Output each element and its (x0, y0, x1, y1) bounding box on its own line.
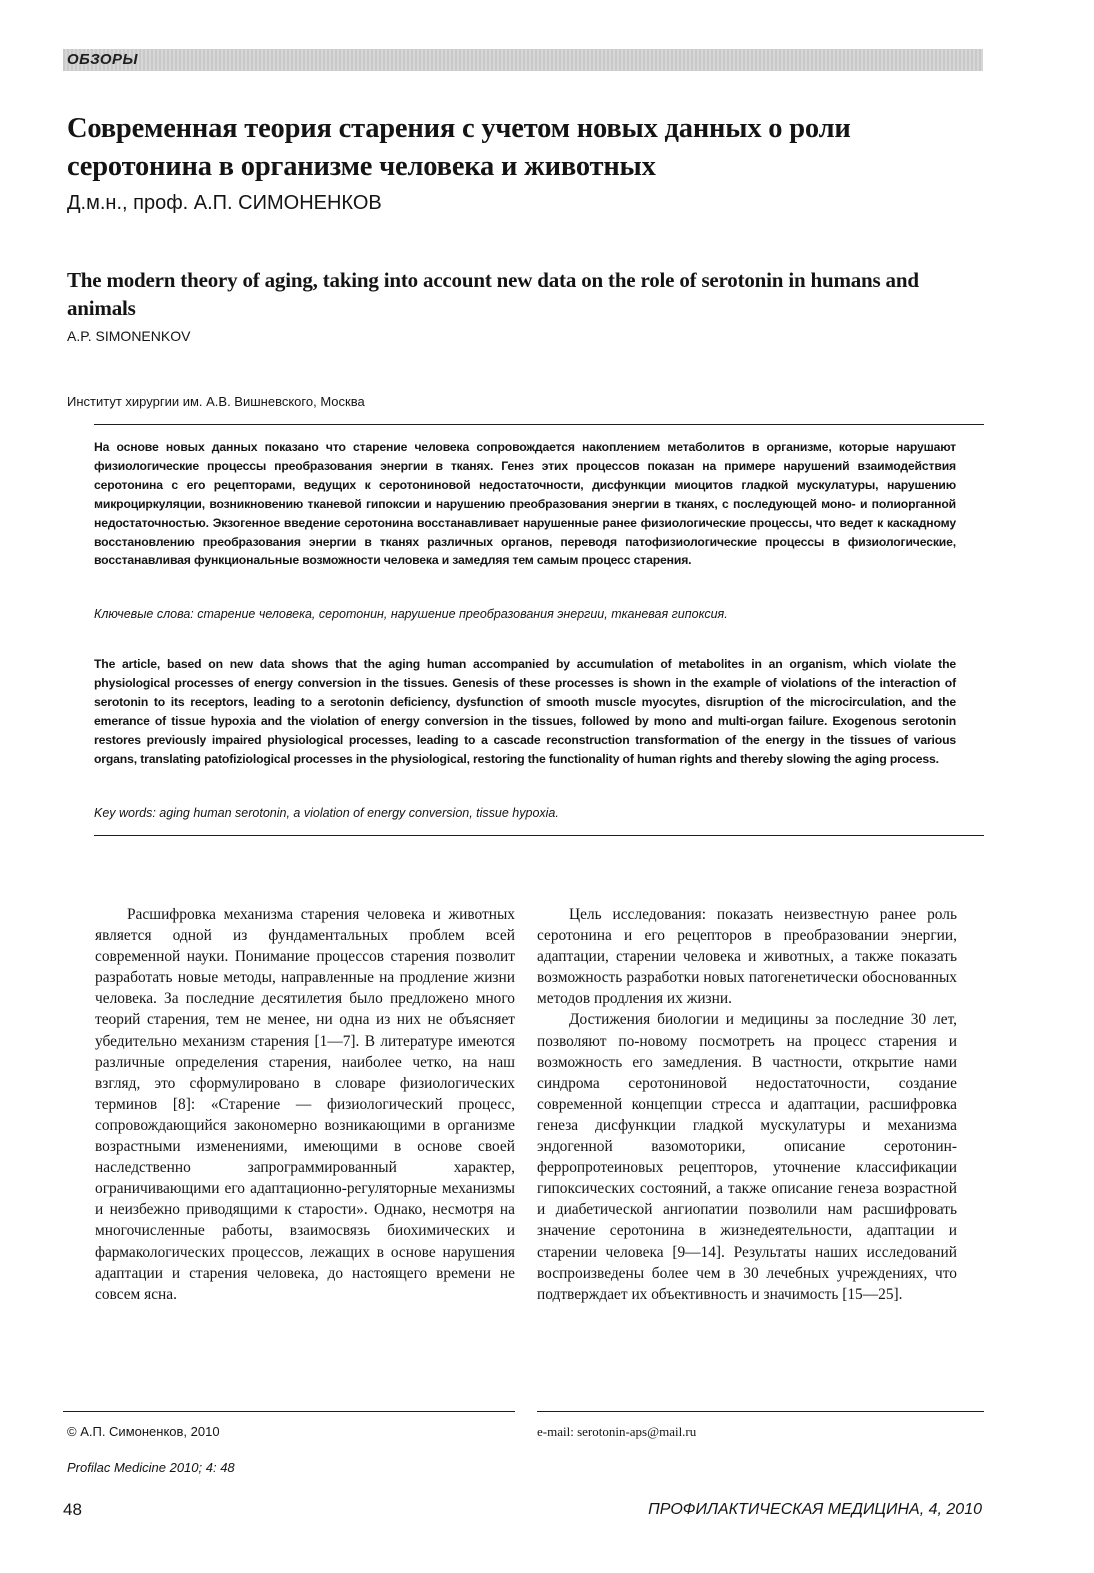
body-column-right (537, 904, 957, 1305)
body-column-left (95, 904, 515, 1305)
author-ru: Д.м.н., проф. А.П. СИМОНЕНКОВ (67, 192, 382, 214)
keywords-ru: Ключевые слова: старение человека, серотонин, нарушение преобразования энергии, тканевая гипоксия. (94, 607, 728, 621)
copyright-note: © А.П. Симоненков, 2010 (67, 1424, 220, 1439)
keywords-en: Key words: aging human serotonin, a violation of energy conversion, tissue hypoxia. (94, 806, 559, 820)
institute-affiliation: Институт хирургии им. А.В. Вишневского, Москва (67, 394, 365, 409)
abstract-bottom-rule (94, 835, 984, 836)
journal-citation: Profilac Medicine 2010; 4: 48 (67, 1460, 235, 1475)
article-title-ru: Современная теория старения с учетом новых данных о роли серотонина в организме человека и животных (67, 113, 851, 182)
page-number: 48 (63, 1500, 82, 1519)
abstract-ru: На основе новых данных показано что старение человека сопровождается накоплением метаболитов в организме, которые нарушают физиологические процессы преобразования энергии в тканях. Генез этих процессов показан на примере нарушений взаимодействия серотонина с его рецепторами, ведущих к серотониновой недостаточности, дисфункции миоцитов гладкой мускулатуры, нарушению микроциркуляции, возникновению тканевой гипоксии и нарушению преобразования энергии в тканях, с последующей моно- и полиорганной недостаточностью. Экзогенное введение серотонина восстанавливает нарушенные ранее физиологические процессы, что ведет к каскадному восстановлению преобразования энергии в тканях различных органов, переводя патофизиологические процессы в физиологические, восстанавливая функциональные возможности человека и замедляя тем самым процесс старения. (94, 440, 956, 568)
footnote-rule-left (63, 1411, 515, 1412)
body-paragraph: Достижения биологии и медицины за последние 30 лет, позволяют по-новому посмотреть на процесс старения и возможность его замедления. В частности, открытие нами синдрома серотониновой недостаточности, создание современной концепции стресса и адаптации, расшифровка генеза дисфункции гладкой мускулатуры и механизма эндогенной вазомоторики, описание серотонин-ферропротеиновых рецепторов, уточнение классификации гипоксических состояний, а также описание генеза возрастной и диабетической ангиопатии позволили нам расшифровать значение серотонина в жизнедеятельности, адаптации и старении человека [9—14]. Результаты наших исследований воспроизведены более чем в 30 лечебных учреждениях, что подтверждает их объективность и значимость [15—25]. (537, 1011, 957, 1303)
author-email: e-mail: serotonin-aps@mail.ru (537, 1424, 697, 1439)
section-header-bar (63, 49, 983, 71)
article-title-en: The modern theory of aging, taking into account new data on the role of serotonin in humans and animals (67, 268, 919, 320)
footnote-rule-right (537, 1411, 984, 1412)
section-label: ОБЗОРЫ (67, 51, 139, 68)
running-footer-journal: ПРОФИЛАКТИЧЕСКАЯ МЕДИЦИНА, 4, 2010 (648, 1501, 982, 1518)
body-paragraph: Расшифровка механизма старения человека и животных является одной из фундаментальных проблем всей современной науки. Понимание процессов старения позволит разработать новые методы, направленные на продление жизни человека. За последние десятилетия было предложено много теорий старения, тем не менее, ни одна из них не объясняет убедительно механизм старения [1—7]. В литературе имеются различные определения старения, наиболее четко, на наш взгляд, это сформулировано в словаре физиологических терминов [8]: «Старение — физиологический процесс, сопровождающийся закономерно возникающими в организме возрастными изменениями, имеющими в основе своей наследственно запрограммированный характер, ограничивающими его адаптационно-регуляторные механизмы и неизбежно приводящими к старости». Однако, несмотря на многочисленные работы, взаимосвязь биохимических и фармакологических процессов, лежащих в основе нарушения адаптации и старения человека, до настоящего времени не совсем ясна. (95, 906, 515, 1303)
abstract-top-rule (94, 424, 984, 425)
author-en: A.P. SIMONENKOV (67, 328, 191, 344)
abstract-en: The article, based on new data shows that the aging human accompanied by accumulation of metabolites in an organism, which violate the physiological processes of energy conversion in the tissues. Genesis of these processes is shown in the example of violations of the interaction of serotonin to its receptors, leading to a serotonin deficiency, dysfunction of smooth muscle myocytes, disruption of the microcirculation, and the emerance of tissue hypoxia and the violation of energy conversion in the tissues, followed by mono and multi-organ failure. Exogenous serotonin restores previously impaired physiological processes, leading to a cascade reconstruction transformation of the energy in the tissues of various organs, translating patofiziological processes in the physiological, restoring the functionality of human rights and thereby slowing the aging process. (94, 657, 956, 766)
body-paragraph: Цель исследования: показать неизвестную ранее роль серотонина и его рецепторов в преобразовании энергии, адаптации, старении человека и животных, а также показать возможность разработки новых патогенетически обоснованных методов продления их жизни. (537, 906, 957, 1008)
